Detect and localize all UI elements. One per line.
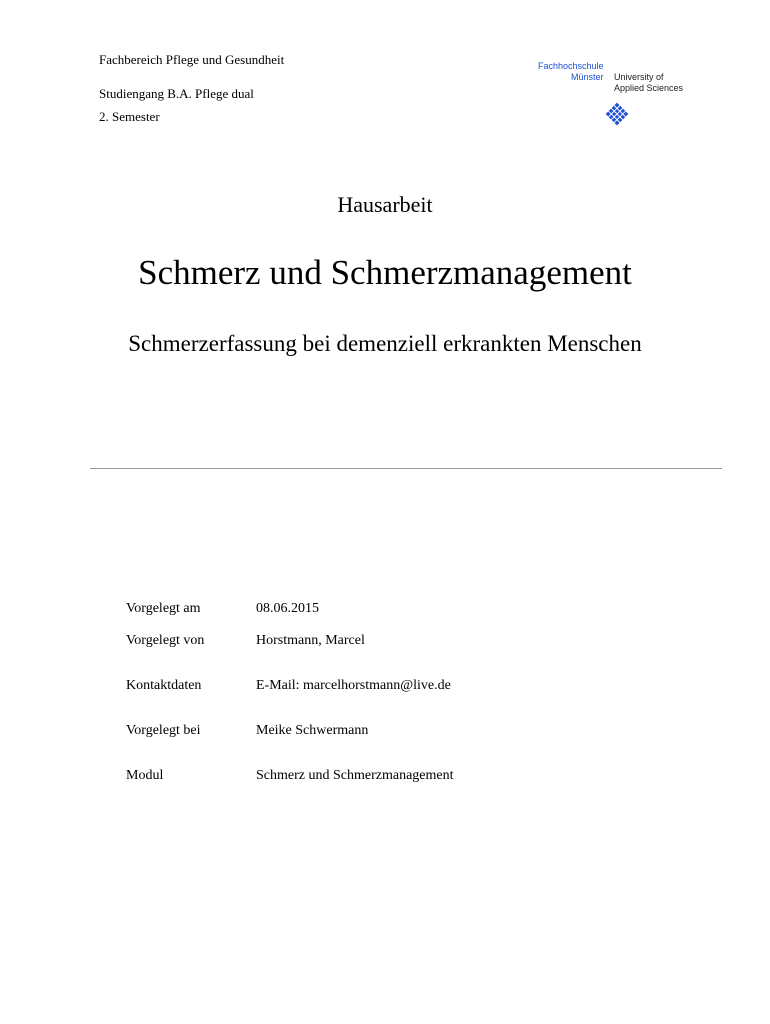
detail-label: Vorgelegt von — [126, 633, 205, 648]
detail-value: 08.06.2015 — [256, 601, 319, 616]
logo-text-applied-sciences: Applied Sciences — [614, 83, 684, 93]
logo-text-university: University of — [614, 72, 664, 82]
detail-value: Schmerz und Schmerzmanagement — [256, 768, 454, 783]
program-line: Studiengang B.A. Pflege dual — [99, 86, 254, 101]
logo-text-muenster: Münster — [571, 72, 604, 82]
department-line: Fachbereich Pflege und Gesundheit — [99, 52, 285, 67]
document-kind: Hausarbeit — [337, 192, 433, 217]
detail-label: Kontaktdaten — [126, 678, 202, 693]
document-subtitle: Schmerzerfassung bei demenziell erkrankten Menschen — [128, 331, 642, 356]
detail-label: Vorgelegt bei — [126, 723, 201, 738]
detail-label: Vorgelegt am — [126, 601, 201, 616]
horizontal-divider — [90, 468, 722, 469]
university-logo — [538, 60, 698, 130]
detail-value: Horstmann, Marcel — [256, 633, 365, 648]
document-title: Schmerz und Schmerzmanagement — [138, 253, 632, 292]
detail-value: E-Mail: marcelhorstmann@live.de — [256, 678, 451, 693]
logo-text-fachhochschule: Fachhochschule — [538, 61, 604, 71]
detail-value: Meike Schwermann — [256, 723, 369, 738]
semester-line: 2. Semester — [99, 109, 160, 124]
detail-label: Modul — [126, 768, 164, 783]
fh-muenster-emblem-icon — [605, 102, 629, 126]
